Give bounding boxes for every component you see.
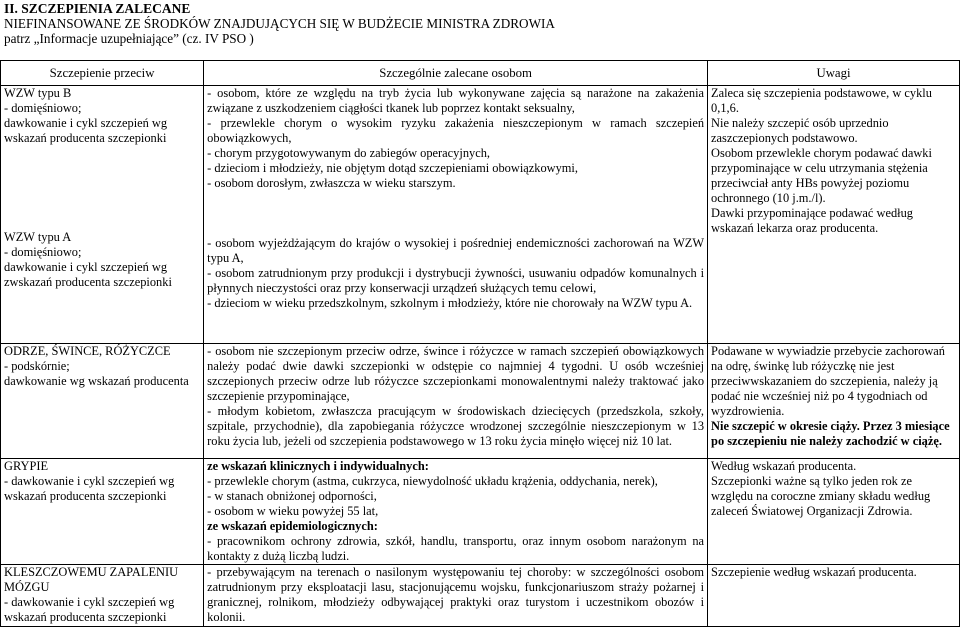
recommendation-item: - osobom dorosłym, zwłaszcza w wieku starszym. bbox=[207, 176, 456, 190]
note-text: Zaleca się szczepienia podstawowe, w cyklu 0,1,6. bbox=[711, 86, 932, 115]
recommended-cell-influenza bbox=[204, 459, 708, 565]
vaccine-route: - domięśniowo; bbox=[4, 101, 82, 115]
recommendation-item: - w stanach obniżonej odporności, bbox=[207, 489, 377, 503]
table-row-influenza bbox=[1, 459, 960, 565]
recommendation-item: - osobom nie szczepionym przeciw odrze, śwince i różyczce w ramach szczepień obowiązkowych należy podać dwie dawki szczepionki w odstępie co najmniej 4 tygodni. U osób wcześniej szczepionych przeciw odrze lub różyczce szczepionkami monowalentnymi należy traktować jako szczepienie przypominające, bbox=[207, 344, 705, 403]
note-text: Szczepionki ważne są tylko jeden rok ze względu na coroczne zmiany składu według zaleceń Światowej Organizacji Zdrowia. bbox=[711, 474, 931, 518]
vaccine-dosage: dawkowanie wg wskazań producenta bbox=[4, 374, 189, 388]
table-header-row bbox=[1, 61, 960, 86]
column-header-notes: Uwagi bbox=[708, 61, 960, 86]
vaccine-name-mmr: ODRZE, ŚWINCE, RÓŻYCZCE bbox=[4, 344, 171, 358]
recommendation-item: - przewlekle chorym o wysokim ryzyku zakażenia nieszczepionym w ramach szczepień obowiązkowych, bbox=[207, 116, 705, 145]
recommendation-item: - pracownikom ochrony zdrowia, szkół, handlu, transportu, oraz innym osobom narażonym na kontakty z dużą liczbą ludzi. bbox=[207, 534, 705, 563]
vaccine-dosage: dawkowanie i cykl szczepień wg bbox=[4, 260, 168, 274]
vaccine-dosage: wskazań producenta szczepionki bbox=[4, 489, 167, 503]
recommended-cell-mmr bbox=[204, 344, 708, 459]
table-row-hepatitis bbox=[1, 86, 960, 344]
table-row-mmr bbox=[1, 344, 960, 459]
recommendation-item: - dzieciom i młodzieży, nie objętym dotąd szczepieniami obowiązkowymi, bbox=[207, 161, 578, 175]
indication-heading: ze wskazań epidemiologicznych: bbox=[207, 519, 378, 533]
notes-cell-hepatitis bbox=[708, 86, 960, 344]
recommendation-item: - przebywającym na terenach o nasilonym występowaniu tej choroby: w szczególności osobom zatrudnionym przy eksploatacji lasu, stacjonującemu wojsku, funkcjonariuszom straży pożarnej i granicznej, rolnikom, młodzieży odbywającej praktyki oraz turystom i uczestnikom obozów i kolonii. bbox=[207, 565, 705, 624]
vaccine-cell-hepatitis bbox=[1, 86, 204, 344]
vaccine-name-tbe: KLESZCZOWEMU ZAPALENIU MÓZGU bbox=[4, 565, 179, 594]
column-header-vaccine: Szczepienie przeciw bbox=[1, 61, 204, 86]
vaccine-dosage: zwskazań producenta szczepionki bbox=[4, 275, 172, 289]
recommendation-item: - osobom w wieku powyżej 55 lat, bbox=[207, 504, 379, 518]
vaccine-dosage: wskazań producenta szczepionki bbox=[4, 610, 167, 624]
document-header bbox=[4, 1, 555, 46]
section-subtitle: NIEFINANSOWANE ZE ŚRODKÓW ZNAJDUJĄCYCH SIĘ W BUDŻECIE MINISTRA ZDROWIA bbox=[4, 16, 555, 31]
vaccine-name-wzwa: WZW typu A bbox=[4, 230, 72, 244]
note-text: Osobom przewlekle chorym podawać dawki przypominające w celu utrzymania stężenia przeciwciał anty HBs powyżej poziomu ochronnego (10 j.m./l). bbox=[711, 146, 932, 205]
section-title: II. SZCZEPIENIA ZALECANE bbox=[4, 1, 191, 16]
vaccine-dosage: wskazań producenta szczepionki bbox=[4, 131, 167, 145]
vaccine-route: - domięśniowo; bbox=[4, 245, 82, 259]
note-text: Nie należy szczepić osób uprzednio zaszczepionych podstawowo. bbox=[711, 116, 889, 145]
recommendation-item: - przewlekle chorym (astma, cukrzyca, niewydolność układu krążenia, oddychania, nerek), bbox=[207, 474, 658, 488]
vaccine-cell-influenza bbox=[1, 459, 204, 565]
recommended-cell-tbe bbox=[204, 565, 708, 627]
vaccine-name-wzwb: WZW typu B bbox=[4, 86, 72, 100]
recommendation-item: - młodym kobietom, zwłaszcza pracującym w środowiskach dziecięcych (przedszkola, szkoły, szpitale, przychodnie), dla zapobiegania różyczce wrodzonej szczególnie nieszczepionym w 13 roku życia lub, jeżeli od szczepienia podstawowego w 13 roku życia minęło więcej niż 10 lat. bbox=[207, 404, 705, 448]
notes-cell-tbe bbox=[708, 565, 960, 627]
recommendation-item: - osobom wyjeżdżającym do krajów o wysokiej i pośredniej endemiczności zachorowań na WZW typu A, bbox=[207, 236, 705, 265]
recommendation-item: - chorym przygotowywanym do zabiegów operacyjnych, bbox=[207, 146, 491, 160]
vaccine-dosage: - dawkowanie i cykl szczepień wg bbox=[4, 595, 175, 609]
column-header-recommended: Szczególnie zalecane osobom bbox=[204, 61, 708, 86]
vaccination-table bbox=[0, 60, 960, 627]
note-text: Według wskazań producenta. bbox=[711, 459, 857, 473]
notes-cell-influenza bbox=[708, 459, 960, 565]
table-row-tbe bbox=[1, 565, 960, 627]
note-text: Dawki przypominające podawać według wskazań lekarza oraz producenta. bbox=[711, 206, 914, 235]
vaccine-dosage: dawkowanie i cykl szczepień wg bbox=[4, 116, 168, 130]
note-text: Podawane w wywiadzie przebycie zachorowań na odrę, świnkę lub różyczkę nie jest przeciwwskazaniem do szczepienia, należy ją podać nie wcześniej niż po 4 tygodniach od wyzdrowienia. bbox=[711, 344, 945, 418]
recommendation-item: - osobom, które ze względu na tryb życia lub wykonywane zajęcia są narażone na zakażenia związane z uszkodzeniem ciągłości tkanek lub poprzez kontakt seksualny, bbox=[207, 86, 705, 115]
note-warning: Nie szczepić w okresie ciąży. Przez 3 miesiące po szczepieniu nie należy zachodzić w ciążę. bbox=[711, 419, 950, 448]
notes-cell-mmr bbox=[708, 344, 960, 459]
recommendation-item: - osobom zatrudnionym przy produkcji i dystrybucji żywności, usuwaniu odpadów komunalnych i płynnych nieczystości oraz przy konserwacji urządzeń służących temu celowi, bbox=[207, 266, 705, 295]
vaccine-cell-tbe bbox=[1, 565, 204, 627]
indication-heading: ze wskazań klinicznych i indywidualnych: bbox=[207, 459, 429, 473]
vaccine-route: - podskórnie; bbox=[4, 359, 70, 373]
vaccine-dosage: - dawkowanie i cykl szczepień wg bbox=[4, 474, 175, 488]
recommendation-item: - dzieciom w wieku przedszkolnym, szkolnym i młodzieży, które nie chorowały na WZW typu A. bbox=[207, 296, 693, 310]
recommended-cell-hepatitis bbox=[204, 86, 708, 344]
note-text: Szczepienie według wskazań producenta. bbox=[711, 565, 917, 579]
section-reference: patrz „Informacje uzupełniające” (cz. IV PSO ) bbox=[4, 31, 254, 46]
vaccine-name-influenza: GRYPIE bbox=[4, 459, 49, 473]
vaccine-cell-mmr bbox=[1, 344, 204, 459]
